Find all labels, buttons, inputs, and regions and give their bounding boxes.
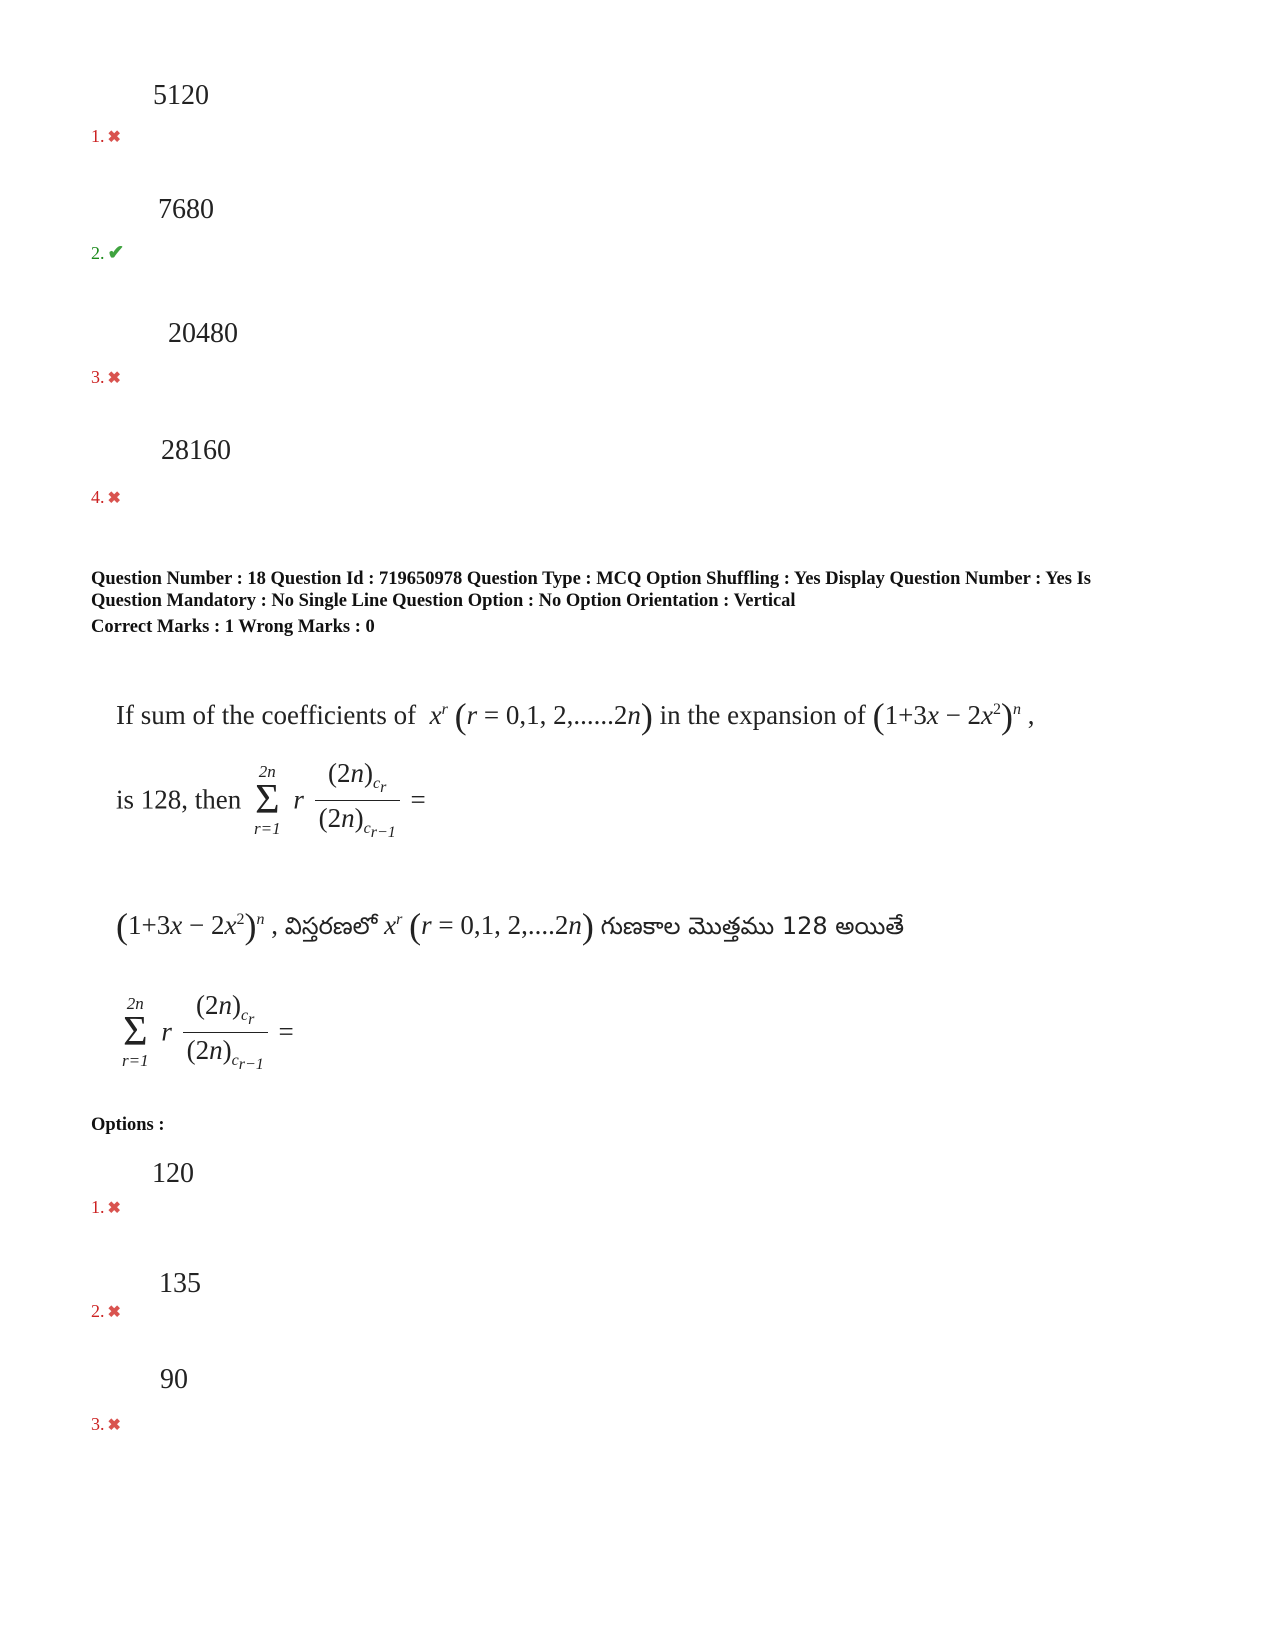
option-number: 3. [91, 1414, 105, 1434]
option-number: 1. [91, 126, 105, 146]
question-text-telugu-line-1: $(1+3x - 2x^2)^n$ , విస్తరణలో $x^r$ (r = 0,1, 2,....2n) గుణకాల మొత్తము 128 అయితే [116, 906, 905, 946]
question-text-english-line-1: If sum of the coefficients of $x^r$ (r = 0,1, 2,......2n) in the expansion of $(1+3x - 2x^2)^n$ , [116, 696, 1035, 736]
prev-option-3-value: 20480 [168, 318, 238, 349]
option-number: 1. [91, 1197, 105, 1217]
wrong-mark-icon: ✖ [107, 490, 121, 507]
prev-option-3 [91, 367, 121, 388]
option-3-value: 90 [160, 1364, 188, 1395]
question-text-telugu-line-2: 2n Σ r=1 r $\frac{(2n)_{c_r}}{(2n)_{c_{r-1}}}$ = [122, 990, 294, 1074]
question-text-english-line-2: is 128, then 2n Σ r=1 r $\frac{(2n)_{c_r}}{(2n)_{c_{r-1}}}$ = [116, 758, 426, 842]
wrong-mark-icon: ✖ [107, 129, 121, 146]
question-text-part: If sum of the coefficients of [116, 700, 417, 730]
wrong-mark-icon: ✖ [107, 1304, 121, 1321]
question-marks: Correct Marks : 1 Wrong Marks : 0 [91, 617, 375, 637]
check-mark-icon: ✔ [107, 242, 125, 264]
option-number: 3. [91, 367, 105, 387]
prev-option-4-value: 28160 [161, 435, 231, 466]
option-number: 4. [91, 487, 105, 507]
option-2-value: 135 [159, 1268, 201, 1299]
wrong-mark-icon: ✖ [107, 370, 121, 387]
question-text-part: is 128, then [116, 784, 242, 815]
question-meta-line-1: Question Number : 18 Question Id : 719650978 Question Type : MCQ Option Shuffling : Yes Display Question Number : Yes Is [91, 569, 1091, 589]
options-label: Options : [91, 1115, 165, 1135]
prev-option-2-value: 7680 [158, 194, 214, 225]
wrong-mark-icon: ✖ [107, 1200, 121, 1217]
prev-option-1-value: 5120 [153, 80, 209, 111]
prev-option-1 [91, 126, 121, 147]
option-2 [91, 1301, 121, 1322]
prev-option-2 [91, 240, 124, 265]
option-number: 2. [91, 1301, 105, 1321]
question-text-part: in the expansion of [659, 700, 866, 730]
wrong-mark-icon: ✖ [107, 1417, 121, 1434]
option-1 [91, 1197, 121, 1218]
option-number: 2. [91, 243, 105, 263]
question-meta [91, 568, 1211, 638]
prev-option-4 [91, 487, 121, 508]
option-1-value: 120 [152, 1158, 194, 1189]
question-meta-line-2: Question Mandatory : No Single Line Question Option : No Option Orientation : Vertical [91, 591, 796, 611]
question-text-part: గుణకాల మొత్తము 128 అయితే [600, 912, 905, 940]
question-text-part: విస్తరణలో [284, 912, 378, 940]
option-3 [91, 1414, 121, 1435]
